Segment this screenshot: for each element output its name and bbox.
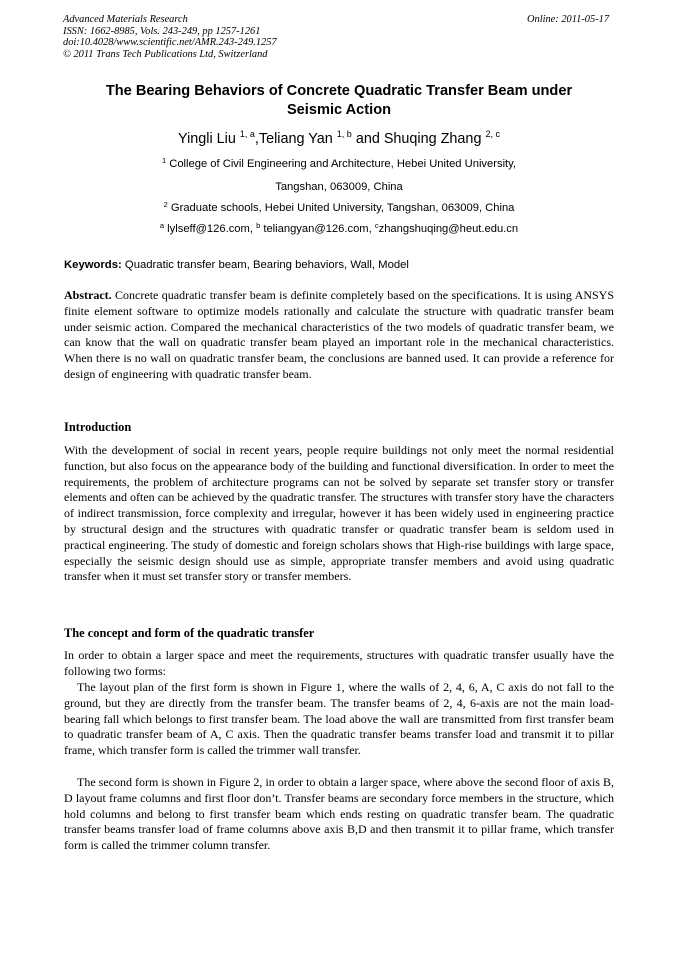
author-name: Yingli Liu [178, 131, 236, 147]
email-sup: b [256, 221, 261, 230]
introduction-paragraph: With the development of social in recent years, people require buildings not only meet the normal residential function, but also focus on the appearance body of the building and functional diversification. In order to meet the requirements, the problem of architecture programs can not be solved by separate set transfer story or transfer elements and often can be achieved by the quadratic transfer. The structures with transfer story have the characters of indirect transmission, force complexity and irregular, however it has been widely used in engineering practice by structural design and the structures with quadratic transfer or quadratic transfer beam is seldom used in practical engineering. The study of domestic and foreign scholars shows that High-rise buildings with large space, especially the seismic design should use as simple, appropriate transfer members and avoid using quadratic transfer when it must set transfer story or transfer members. [64, 443, 614, 584]
abstract-label: Abstract. [64, 288, 112, 302]
affiliation-text: College of Civil Engineering and Architecture, Hebei United University, [169, 158, 517, 170]
email-link[interactable]: zhangshuqing@heut.edu.cn [378, 223, 519, 235]
affiliation-sup: 2 [163, 200, 168, 209]
affiliation-sup: 1 [161, 156, 167, 165]
author-emails [64, 222, 614, 236]
author-name: Shuqing Zhang [383, 131, 482, 147]
concept-paragraph-2: The layout plan of the first form is shown in Figure 1, where the walls of 2, 4, 6, A, C axis do not fall to the ground, but they are directly from the transfer beam. The transfer beams of 2, 4, 6-axis are not the main load-bearing fall which belongs to first transfer beam. The load above the wall are transmitted from first transfer beam to quadratic transfer beam of A, C axis. Then the quadratic transfer beams transfer load and transmit it to pillar frame, which transfer form is called the trimmer wall transfer. [64, 680, 614, 758]
author-name: Teliang Yan [258, 131, 333, 147]
affiliation-text: Graduate schools, Hebei United University, Tangshan, 063009, China [170, 202, 515, 214]
author-list [64, 130, 614, 148]
title-line-2: Seismic Action [286, 102, 392, 118]
abstract [64, 288, 614, 383]
issn-line: ISSN: 1662-8985, Vols. 243-249, pp 1257-1261 [63, 25, 261, 37]
author-sup: 2, c [485, 129, 500, 139]
author-separator: , [254, 131, 259, 147]
abstract-text: Concrete quadratic transfer beam is definite completely based on the specifications. It is using ANSYS finite element software to optimize models rationally and calculate the structure with quadratic transfer beam under seismic action. Compared the mechanical characteristics of the two models of quadratic transfer beam, we can know that the wall on quadratic transfer beam played an important role in the mechanical characteristics. When there is no wall on quadratic transfer beam, the conclusions are banned used. It can provide a reference for design of engineering with quadratic transfer beam. [64, 288, 614, 381]
email-link[interactable]: lylseff@126.com, [167, 223, 253, 235]
concept-paragraph-3: The second form is shown in Figure 2, in order to obtain a larger space, where above the second floor of axis B, D layout frame columns and first floor don’t. Transfer beams are secondary force members in the structure, which hold columns and belong to first transfer beam which ends resting on quadratic transfer beam. The quadratic transfer beams transfer load of frame columns above axis B,D and then transmit it to pillar frame, which transfer form is called the trimmer column transfer. [64, 775, 614, 853]
section-heading-introduction: Introduction [64, 420, 132, 434]
author-sup: 1, b [336, 129, 352, 139]
author-sup: 1, a [239, 129, 255, 139]
keywords-label: Keywords: [64, 259, 122, 271]
section-heading-concept: The concept and form of the quadratic transfer [64, 626, 315, 640]
paper-title [64, 82, 614, 120]
copyright-line: © 2011 Trans Tech Publications Ltd, Switzerland [63, 48, 268, 60]
online-date: Online: 2011-05-17 [527, 14, 610, 25]
affiliation-1 [64, 157, 614, 171]
author-and: and [355, 131, 380, 147]
journal-name: Advanced Materials Research [63, 14, 188, 25]
affiliation-2 [64, 201, 614, 215]
email-sup: a [159, 221, 165, 230]
concept-paragraph-1: In order to obtain a larger space and meet the requirements, structures with quadratic transfer usually have the following two forms: [64, 648, 614, 678]
email-sup: c [374, 221, 379, 230]
keywords [64, 258, 614, 272]
email-link[interactable]: teliangyan@126.com, [263, 223, 372, 235]
journal-header [63, 14, 277, 60]
affiliation-1-city: Tangshan, 063009, China [275, 181, 403, 193]
title-line-1: The Bearing Behaviors of Concrete Quadratic Transfer Beam under [105, 83, 573, 99]
doi-line[interactable]: doi:10.4028/www.scientific.net/AMR.243-249.1257 [63, 37, 277, 49]
keywords-text: Quadratic transfer beam, Bearing behaviors, Wall, Model [124, 259, 409, 271]
